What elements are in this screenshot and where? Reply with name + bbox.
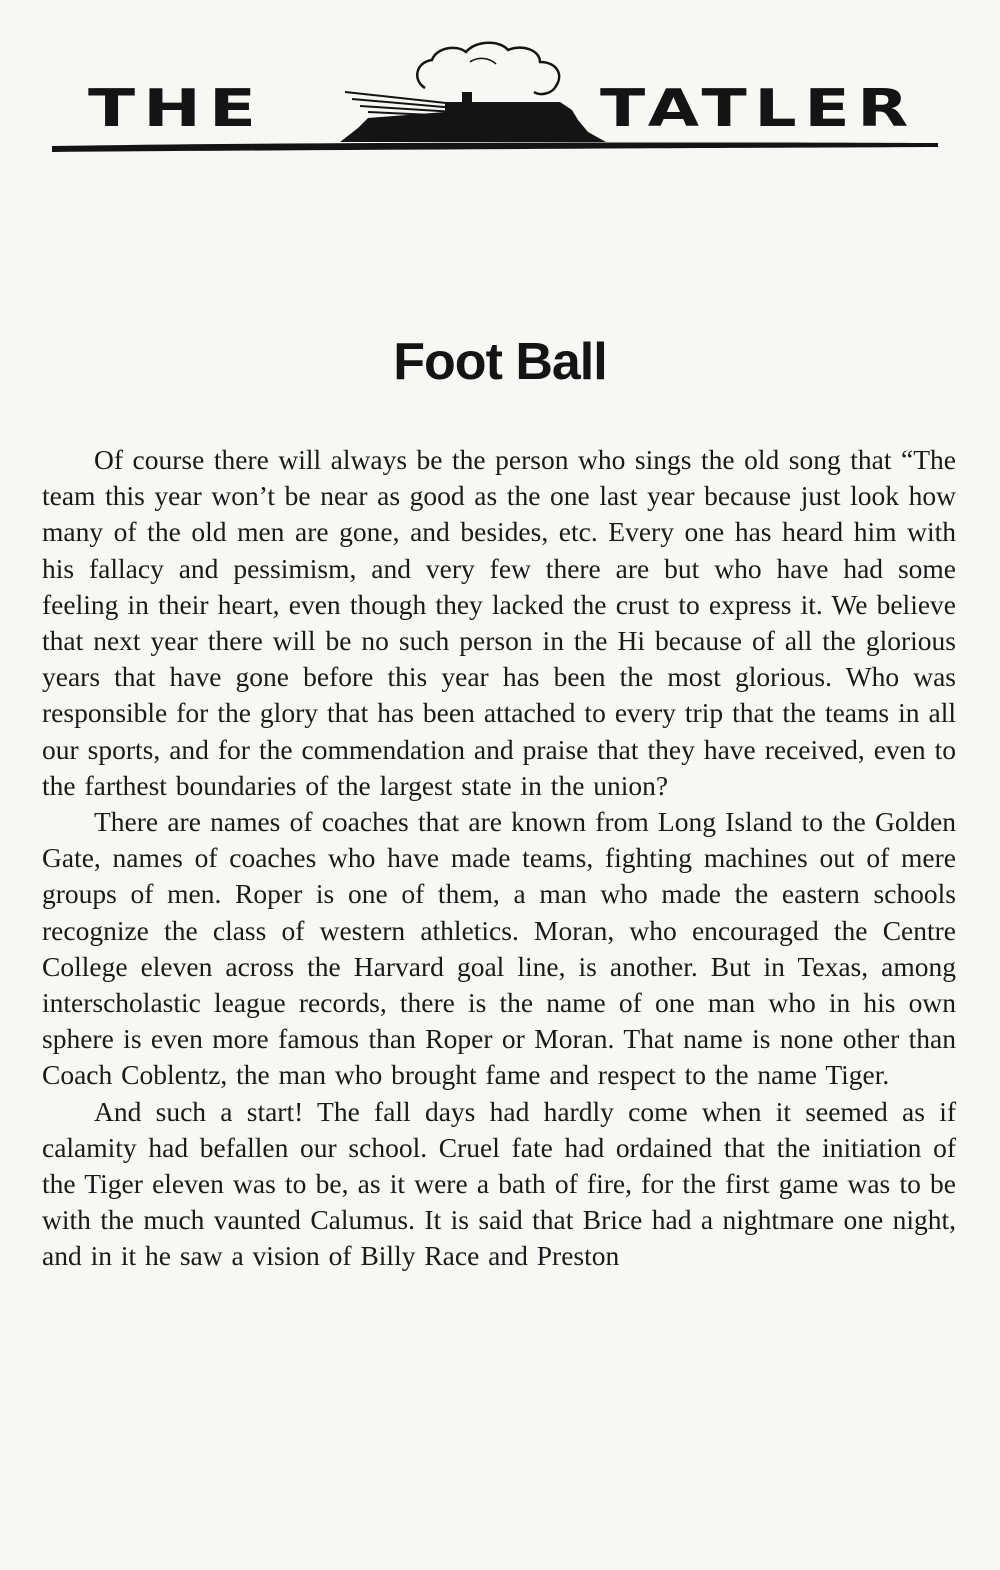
- article-title: Foot Ball: [393, 333, 607, 391]
- speed-lines-icon: [345, 92, 455, 116]
- article-paragraph: And such a start! The fall days had hardly come when it seemed as if calamity had befallen our school. Cruel fate had ordained that the initiation of the Tiger eleven was to be, as it were a bath of fire, for the first game was to be with the much vaunted Calumus. It is said that Brice had a nightmare one night, and in it he saw a vision of Billy Race and Preston: [42, 1095, 956, 1272]
- masthead-art: [0, 0, 1000, 170]
- cloud-icon: [417, 43, 559, 94]
- masthead-right-word: TATLER: [600, 79, 916, 139]
- masthead-left-word: THE: [88, 79, 264, 139]
- masthead: [0, 0, 1000, 170]
- horizon-line: [52, 142, 938, 152]
- article-body: [42, 442, 956, 1275]
- article-paragraph: There are names of coaches that are known from Long Island to the Golden Gate, names of coaches who have made teams, fighting machines out of mere groups of men. Roper is one of them, a man who made the eastern schools recognize the class of western athletics. Moran, who encouraged the Centre College eleven across the Harvard goal line, is another. But in Texas, among interscholastic league records, there is the name of one man who in his own sphere is even more famous than Roper or Moran. That name is none other than Coach Coblentz, the man who brought fame and respect to the name Tiger.: [42, 806, 956, 1091]
- mesa-icon: [340, 92, 606, 142]
- article-paragraph: Of course there will always be the person who sings the old song that “The team this year won’t be near as good as the one last year because just look how many of the old men are gone, and besides, etc. Every one has heard him with his fallacy and pessimism, and very few there are but who have had some feeling in their heart, even though they lacked the crust to express it. We believe that next year there will be no such person in the Hi because of all the glorious years that have gone before this year has been the most glorious. Who was responsible for the glory that has been attached to every trip that the teams in all our sports, and for the commendation and praise that they have received, even to the farthest boundaries of the largest state in the union?: [42, 444, 956, 801]
